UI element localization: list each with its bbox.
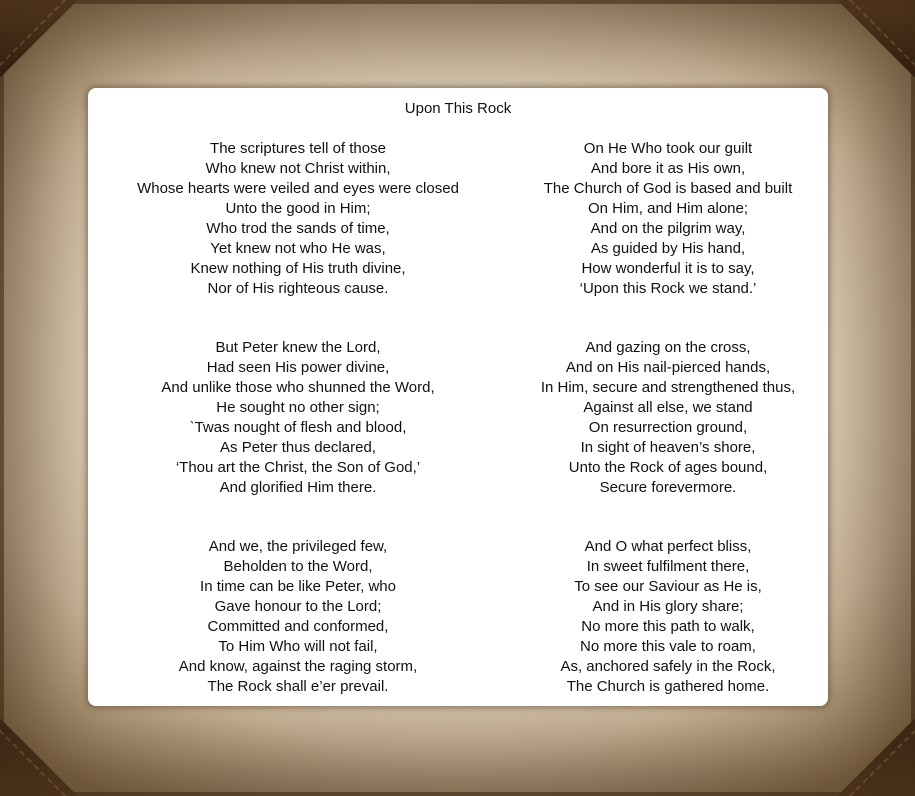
poem-line: On Him, and Him alone; xyxy=(587,200,749,217)
poem-line: Yet knew not who He was, xyxy=(210,240,386,257)
poem-line: And on His nail-pierced hands, xyxy=(565,359,771,376)
poem-line: In time can be like Peter, who xyxy=(200,578,396,595)
poem-line: Unto the Rock of ages bound, xyxy=(568,459,768,476)
poem-line: And bore it as His own, xyxy=(590,160,746,177)
poem-line: No more this path to walk, xyxy=(581,618,755,635)
poem-line: The scriptures tell of those xyxy=(210,140,386,157)
leather-corner-top-left xyxy=(0,0,78,78)
leather-corner-bottom-left xyxy=(0,718,78,796)
poem-line: As guided by His hand, xyxy=(590,240,746,257)
poem-line: Had seen His power divine, xyxy=(206,359,390,376)
poem-line: And we, the privileged few, xyxy=(208,538,388,555)
poem-line: To Him Who will not fail, xyxy=(218,638,378,655)
poem-line: Against all else, we stand xyxy=(583,399,753,416)
poem-line: `Twas nought of flesh and blood, xyxy=(189,419,407,436)
poem-line: Nor of His righteous cause. xyxy=(207,280,389,297)
poem-line: As Peter thus declared, xyxy=(220,439,376,456)
poem-line: ‘Thou art the Christ, the Son of God,’ xyxy=(175,459,421,476)
poem-line: Knew nothing of His truth divine, xyxy=(190,260,406,277)
poem-line: The Church of God is based and built xyxy=(543,180,793,197)
poem-line: But Peter knew the Lord, xyxy=(215,339,381,356)
stanza-3 xyxy=(108,338,488,498)
poem-line: ‘Upon this Rock we stand.’ xyxy=(579,280,757,297)
poem-line: Who trod the sands of time, xyxy=(206,220,390,237)
poem-line: Who knew not Christ within, xyxy=(205,160,391,177)
poem-line: In sight of heaven’s shore, xyxy=(580,439,756,456)
poem-line: On He Who took our guilt xyxy=(583,140,753,157)
frame-edge-left xyxy=(0,0,4,796)
frame-edge-top xyxy=(0,0,915,4)
poem-line: To see our Saviour as He is, xyxy=(574,578,762,595)
poem-line: The Church is gathered home. xyxy=(566,678,770,695)
poem-line: And O what perfect bliss, xyxy=(584,538,752,555)
frame-edge-right xyxy=(911,0,915,796)
poem-line: And know, against the raging storm, xyxy=(178,658,418,675)
poem-title: Upon This Rock xyxy=(404,100,512,117)
poem-line: And unlike those who shunned the Word, xyxy=(161,379,435,396)
poem-line: On resurrection ground, xyxy=(588,419,748,436)
stanza-6 xyxy=(478,537,858,697)
poem-line: In Him, secure and strengthened thus, xyxy=(540,379,796,396)
poem-line: And glorified Him there. xyxy=(219,479,377,496)
poem-line: And gazing on the cross, xyxy=(585,339,751,356)
poem-line: As, anchored safely in the Rock, xyxy=(560,658,776,675)
poem-card xyxy=(88,88,828,706)
frame-edge-bottom xyxy=(0,792,915,796)
poem-line: And in His glory share; xyxy=(592,598,744,615)
poem-line: He sought no other sign; xyxy=(216,399,380,416)
poem-line: No more this vale to roam, xyxy=(580,638,756,655)
poem-line: How wonderful it is to say, xyxy=(581,260,755,277)
poem-line: Beholden to the Word, xyxy=(223,558,373,575)
poem-line: And on the pilgrim way, xyxy=(590,220,746,237)
poem-line: Gave honour to the Lord; xyxy=(214,598,382,615)
poem-line: Committed and conformed, xyxy=(207,618,389,635)
poem-line: Unto the good in Him; xyxy=(225,200,371,217)
stanza-1 xyxy=(108,139,488,299)
poem-line: In sweet fulfilment there, xyxy=(586,558,750,575)
poem-line: The Rock shall e’er prevail. xyxy=(207,678,389,695)
stanza-5 xyxy=(108,537,488,697)
stanza-2 xyxy=(478,139,858,299)
leather-corner-top-right xyxy=(837,0,915,78)
poem-line: Secure forevermore. xyxy=(599,479,737,496)
poem-line: Whose hearts were veiled and eyes were closed xyxy=(137,180,459,197)
stanza-4 xyxy=(478,338,858,498)
leather-corner-bottom-right xyxy=(837,718,915,796)
